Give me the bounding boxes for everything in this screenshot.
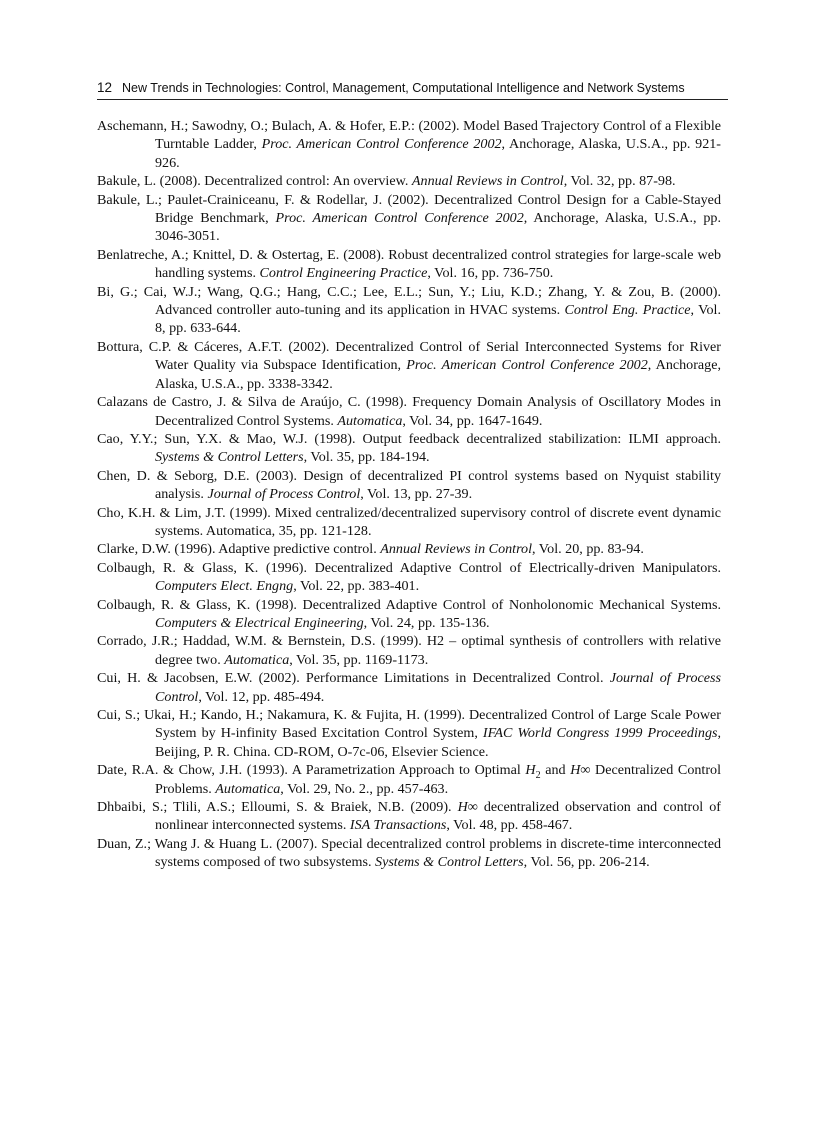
running-head [97, 80, 727, 95]
reference-item-date: Date, R.A. & Chow, J.H. (1993). A Parametrization Approach to Optimal $H_2$ and H∞ Decentralized Control Problems. Automatica, Vol. 29, No. 2., pp. 457-463. [97, 762, 721, 797]
header-rule [97, 99, 728, 100]
reference-item-duan: Duan, Z.; Wang J. & Huang L. (2007). Special decentralized control problems in discrete-time interconnected systems composed of two subsystems. Systems & Control Letters, Vol. 56, pp. 206-214. [97, 835, 721, 871]
reference-item: Bi, G.; Cai, W.J.; Wang, Q.G.; Hang, C.C.; Lee, E.L.; Sun, Y.; Liu, K.D.; Zhang, Y. & Zou, B. (2000). Advanced controller auto-tuning and its application in HVAC systems. Control Eng. Practice, Vol. 8, pp. 633-644. [97, 283, 721, 337]
reference-item: Colbaugh, R. & Glass, K. (1998). Decentralized Adaptive Control of Nonholonomic Mechanical Systems. Computers & Electrical Engineering, Vol. 24, pp. 135-136. [97, 596, 721, 631]
reference-item: Clarke, D.W. (1996). Adaptive predictive control. Annual Reviews in Control, Vol. 20, pp. 83-94. [97, 541, 644, 558]
reference-item: Colbaugh, R. & Glass, K. (1996). Decentralized Adaptive Control of Electrically-driven Manipulators. Computers Elect. Engng, Vol. 22, pp. 383-401. [97, 559, 721, 595]
reference-item: Cao, Y.Y.; Sun, Y.X. & Mao, W.J. (1998). Output feedback decentralized stabilization: ILMI approach. Systems & Control Letters, Vol. 35, pp. 184-194. [97, 430, 721, 466]
reference-item: Corrado, J.R.; Haddad, W.M. & Bernstein, D.S. (1999). H2 – optimal synthesis of controllers with relative degree two. Automatica, Vol. 35, pp. 1169-1173. [97, 633, 721, 668]
running-title: New Trends in Technologies: Control, Management, Computational Intelligence and Network Systems [122, 81, 685, 95]
page-number: 12 [97, 80, 113, 95]
reference-item: Cho, K.H. & Lim, J.T. (1999). Mixed centralized/decentralized supervisory control of discrete event dynamic systems. Automatica, 35, pp. 121-128. [97, 504, 721, 539]
reference-item: Benlatreche, A.; Knittel, D. & Ostertag, E. (2008). Robust decentralized control strategies for large-scale web handling systems. Control Engineering Practice, Vol. 16, pp. 736-750. [97, 246, 721, 282]
reference-item: Cui, H. & Jacobsen, E.W. (2002). Performance Limitations in Decentralized Control. Journal of Process Control, Vol. 12, pp. 485-494. [97, 670, 722, 705]
reference-item: Cui, S.; Ukai, H.; Kando, H.; Nakamura, K. & Fujita, H. (1999). Decentralized Control of Large Scale Power System by H-infinity Based Excitation Control System, IFAC World Congress 1999 Proceedings, Beijing, P. R. China. CD-ROM, O-7c-06, Elsevier Science. [97, 707, 722, 760]
reference-item: Calazans de Castro, J. & Silva de Araújo, C. (1998). Frequency Domain Analysis of Oscillatory Modes in Decentralized Control Systems. Automatica, Vol. 34, pp. 1647-1649. [97, 394, 721, 429]
reference-item: Bakule, L.; Paulet-Crainiceanu, F. & Rodellar, J. (2002). Decentralized Control Design for a Cable-Stayed Bridge Benchmark, Proc. American Control Conference 2002, Anchorage, Alaska, U.S.A., pp. 3046-3051. [97, 191, 721, 245]
reference-item: Bottura, C.P. & Cáceres, A.F.T. (2002). Decentralized Control of Serial Interconnected Systems for River Water Quality via Subspace Identification, Proc. American Control Conference 2002, Anchorage, Alaska, U.S.A., pp. 3338-3342. [97, 338, 721, 392]
reference-list [97, 117, 721, 872]
reference-item-dhbaibi: Dhbaibi, S.; Tlili, A.S.; Elloumi, S. & Braiek, N.B. (2009). H∞ decentralized observation and control of nonlinear interconnected systems. ISA Transactions, Vol. 48, pp. 458-467. [97, 799, 721, 834]
reference-item: Chen, D. & Seborg, D.E. (2003). Design of decentralized PI control systems based on Nyquist stability analysis. Journal of Process Control, Vol. 13, pp. 27-39. [97, 467, 721, 503]
reference-item: Aschemann, H.; Sawodny, O.; Bulach, A. & Hofer, E.P.: (2002). Model Based Trajectory Control of a Flexible Turntable Ladder, Proc. American Control Conference 2002, Anchorage, Alaska, U.S.A., pp. 921-926. [97, 118, 721, 171]
reference-item: Bakule, L. (2008). Decentralized control: An overview. Annual Reviews in Control, Vol. 32, pp. 87-98. [97, 173, 676, 190]
